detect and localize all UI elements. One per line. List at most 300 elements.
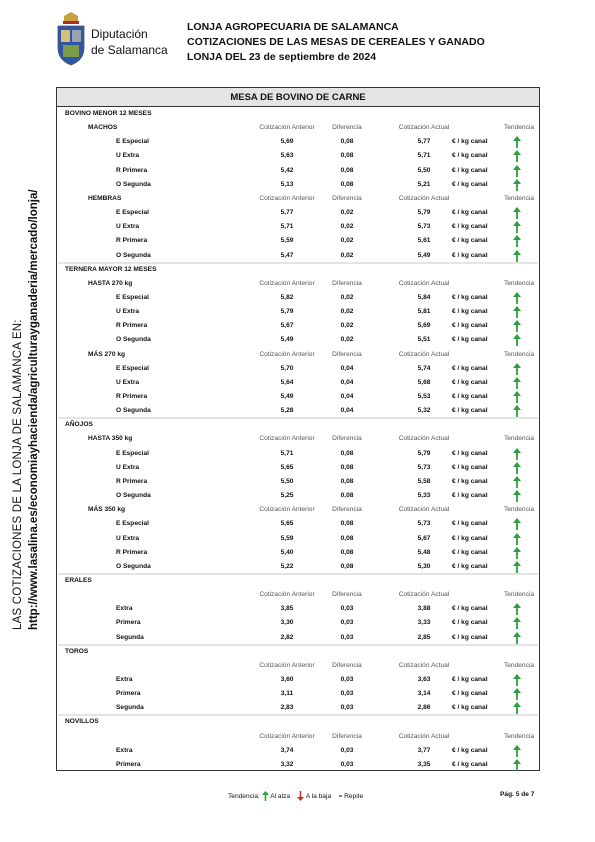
legend-down: A la baja bbox=[305, 792, 332, 800]
side-link-banner bbox=[10, 189, 60, 630]
category-label: U Extra bbox=[116, 308, 140, 316]
category-label: E Especial bbox=[116, 449, 149, 457]
price-unit: € / kg canal bbox=[452, 308, 488, 316]
column-header-row bbox=[57, 121, 539, 135]
trend-up-arrow-icon bbox=[513, 518, 521, 530]
price-previous: 5,42 bbox=[280, 166, 294, 174]
category-label: R Primera bbox=[116, 548, 148, 556]
trend-up-arrow-icon bbox=[513, 150, 521, 162]
table-row bbox=[57, 404, 539, 418]
price-unit: € / kg canal bbox=[452, 180, 488, 188]
price-previous: 5,59 bbox=[280, 237, 294, 245]
table-row bbox=[57, 447, 539, 461]
col-header-tendencia: Tendencia bbox=[503, 194, 535, 202]
category-label: E Especial bbox=[116, 209, 149, 217]
legend-prefix: Tendencia: bbox=[228, 792, 260, 800]
price-difference: 0,02 bbox=[340, 308, 354, 316]
price-previous: 5,69 bbox=[280, 138, 294, 146]
table-row bbox=[57, 220, 539, 234]
logo-line1: Diputación bbox=[91, 27, 148, 41]
price-difference: 0,04 bbox=[340, 364, 354, 372]
category-label: Segunda bbox=[116, 633, 144, 641]
price-difference: 0,08 bbox=[340, 562, 354, 570]
trend-up-arrow-icon bbox=[513, 674, 521, 686]
price-unit: € / kg canal bbox=[452, 378, 488, 386]
col-header-tendencia: Tendencia bbox=[503, 279, 535, 287]
side-url[interactable]: http://www.lasalina.es/economiayhacienda/agriculturayganaderia/mercado/lonja/ bbox=[28, 189, 40, 630]
category-label: Primera bbox=[116, 760, 141, 768]
page-number: Pág. 5 de 7 bbox=[500, 791, 535, 798]
price-difference: 0,02 bbox=[340, 293, 354, 301]
category-label: U Extra bbox=[116, 378, 140, 386]
col-header-diferencia: Diferencia bbox=[332, 124, 362, 132]
price-difference: 0,02 bbox=[340, 336, 354, 344]
column-header-row bbox=[57, 348, 539, 362]
section-label: NOVILLOS bbox=[65, 718, 99, 726]
price-current: 3,63 bbox=[417, 676, 431, 683]
col-header-actual: Cotización Actual bbox=[398, 350, 450, 358]
category-label: R Primera bbox=[116, 393, 148, 400]
price-unit: € / kg canal bbox=[452, 407, 488, 415]
price-current: 5,32 bbox=[417, 407, 431, 415]
table-row bbox=[57, 234, 539, 248]
category-label: O Segunda bbox=[116, 492, 151, 500]
table-row bbox=[57, 517, 539, 531]
table-row bbox=[57, 687, 539, 701]
price-previous: 5,28 bbox=[280, 407, 294, 415]
price-previous: 3,60 bbox=[280, 676, 294, 683]
trend-up-arrow-icon bbox=[513, 221, 521, 233]
col-header-actual: Cotización Actual bbox=[398, 194, 450, 202]
trend-up-arrow-icon bbox=[513, 547, 521, 559]
price-difference: 0,03 bbox=[340, 605, 354, 613]
column-header-row bbox=[57, 277, 539, 291]
price-difference: 0,02 bbox=[340, 322, 354, 330]
category-label: O Segunda bbox=[116, 407, 151, 415]
price-unit: € / kg canal bbox=[452, 393, 488, 400]
price-unit: € / kg canal bbox=[452, 166, 488, 174]
trend-up-arrow-icon bbox=[513, 632, 521, 644]
price-current: 5,77 bbox=[417, 138, 431, 146]
column-header-row bbox=[57, 588, 539, 602]
price-previous: 5,71 bbox=[280, 449, 294, 457]
col-header-anterior: Cotización Anterior bbox=[259, 506, 315, 514]
col-header-diferencia: Diferencia bbox=[332, 591, 362, 599]
price-previous: 3,11 bbox=[280, 690, 294, 698]
trend-up-arrow-icon bbox=[513, 405, 521, 417]
trend-up-arrow-icon bbox=[513, 745, 521, 757]
price-current: 5,30 bbox=[417, 562, 431, 570]
category-label: R Primera bbox=[116, 477, 148, 485]
table-row bbox=[57, 532, 539, 546]
group-label: HASTA 270 kg bbox=[88, 279, 133, 287]
trend-up-arrow-icon bbox=[513, 320, 521, 332]
trend-up-arrow-icon bbox=[513, 759, 521, 771]
document-header bbox=[187, 20, 485, 65]
price-current: 5,53 bbox=[417, 393, 431, 400]
col-header-anterior: Cotización Anterior bbox=[259, 591, 315, 599]
table-row bbox=[57, 560, 539, 574]
price-previous: 5,13 bbox=[280, 180, 294, 188]
price-current: 5,79 bbox=[417, 449, 431, 457]
column-header-row bbox=[57, 503, 539, 517]
price-previous: 3,30 bbox=[280, 619, 294, 627]
trend-up-arrow-icon bbox=[513, 462, 521, 474]
price-difference: 0,03 bbox=[340, 690, 354, 698]
legend-down-arrow-icon bbox=[297, 791, 304, 801]
price-current: 5,48 bbox=[417, 548, 431, 556]
column-header-row bbox=[57, 730, 539, 744]
price-previous: 5,77 bbox=[280, 209, 294, 217]
trend-up-arrow-icon bbox=[513, 136, 521, 148]
price-unit: € / kg canal bbox=[452, 152, 488, 160]
legend-same: = Repite bbox=[338, 792, 364, 800]
trend-up-arrow-icon bbox=[513, 603, 521, 615]
price-previous: 5,22 bbox=[280, 562, 294, 570]
price-unit: € / kg canal bbox=[452, 293, 488, 301]
price-unit: € / kg canal bbox=[452, 633, 488, 641]
price-difference: 0,02 bbox=[340, 251, 354, 259]
price-current: 5,49 bbox=[417, 251, 431, 259]
column-header-row bbox=[57, 659, 539, 673]
trend-up-arrow-icon bbox=[513, 490, 521, 502]
table-row bbox=[57, 319, 539, 333]
price-previous: 5,70 bbox=[280, 364, 294, 372]
price-previous: 5,64 bbox=[280, 378, 294, 386]
col-header-anterior: Cotización Anterior bbox=[259, 661, 315, 669]
col-header-tendencia: Tendencia bbox=[503, 435, 535, 443]
price-previous: 5,79 bbox=[280, 308, 294, 316]
group-label: MÁS 350 kg bbox=[88, 506, 126, 514]
col-header-tendencia: Tendencia bbox=[503, 350, 535, 358]
price-unit: € / kg canal bbox=[452, 477, 488, 485]
trend-up-arrow-icon bbox=[513, 165, 521, 177]
price-current: 3,77 bbox=[417, 746, 431, 754]
table-row bbox=[57, 546, 539, 560]
price-current: 5,84 bbox=[417, 293, 431, 301]
section-label: AÑOJOS bbox=[65, 421, 93, 429]
trend-up-arrow-icon bbox=[513, 250, 521, 262]
group-label: MÁS 270 kg bbox=[88, 350, 126, 358]
section-row bbox=[57, 263, 539, 277]
column-header-row bbox=[57, 192, 539, 206]
col-header-tendencia: Tendencia bbox=[503, 591, 535, 599]
price-difference: 0,08 bbox=[340, 520, 354, 528]
category-label: E Especial bbox=[116, 364, 149, 372]
category-label: O Segunda bbox=[116, 336, 151, 344]
price-difference: 0,03 bbox=[340, 619, 354, 627]
price-current: 5,58 bbox=[417, 477, 431, 485]
category-label: U Extra bbox=[116, 152, 140, 160]
price-previous: 3,32 bbox=[280, 760, 294, 768]
table-row bbox=[57, 206, 539, 220]
category-label: Extra bbox=[116, 676, 133, 683]
price-previous: 3,74 bbox=[280, 746, 294, 754]
price-difference: 0,03 bbox=[340, 760, 354, 768]
header-line1: LONJA AGROPECUARIA DE SALAMANCA bbox=[187, 21, 399, 33]
trend-up-arrow-icon bbox=[513, 688, 521, 700]
table-title: MESA DE BOVINO DE CARNE bbox=[57, 88, 539, 107]
col-header-tendencia: Tendencia bbox=[503, 506, 535, 514]
category-label: U Extra bbox=[116, 534, 140, 542]
table-row bbox=[57, 489, 539, 503]
price-previous: 5,65 bbox=[280, 463, 294, 471]
trend-up-arrow-icon bbox=[513, 363, 521, 375]
coat-of-arms-icon bbox=[56, 12, 86, 66]
price-unit: € / kg canal bbox=[452, 548, 488, 556]
price-unit: € / kg canal bbox=[452, 760, 488, 768]
category-label: R Primera bbox=[116, 237, 148, 245]
price-difference: 0,03 bbox=[340, 704, 354, 712]
price-previous: 2,83 bbox=[280, 704, 294, 712]
table-row bbox=[57, 475, 539, 489]
price-difference: 0,04 bbox=[340, 393, 354, 400]
price-previous: 5,59 bbox=[280, 534, 294, 542]
price-previous: 5,40 bbox=[280, 548, 294, 556]
price-current: 5,21 bbox=[417, 180, 431, 188]
price-difference: 0,03 bbox=[340, 633, 354, 641]
trend-up-arrow-icon bbox=[513, 235, 521, 247]
price-difference: 0,02 bbox=[340, 237, 354, 245]
col-header-anterior: Cotización Anterior bbox=[259, 194, 315, 202]
col-header-diferencia: Diferencia bbox=[332, 732, 362, 740]
col-header-anterior: Cotización Anterior bbox=[259, 435, 315, 443]
price-current: 5,67 bbox=[417, 534, 431, 542]
table-row bbox=[57, 602, 539, 616]
price-current: 3,33 bbox=[417, 619, 431, 627]
price-current: 5,73 bbox=[417, 223, 431, 231]
trend-up-arrow-icon bbox=[513, 292, 521, 304]
price-current: 5,81 bbox=[417, 308, 431, 316]
price-difference: 0,08 bbox=[340, 492, 354, 500]
price-difference: 0,03 bbox=[340, 746, 354, 754]
trend-legend bbox=[228, 791, 363, 801]
price-unit: € / kg canal bbox=[452, 704, 488, 712]
table-row bbox=[57, 461, 539, 475]
trend-up-arrow-icon bbox=[513, 617, 521, 629]
price-unit: € / kg canal bbox=[452, 336, 488, 344]
price-current: 5,73 bbox=[417, 520, 431, 528]
price-current: 5,51 bbox=[417, 336, 431, 344]
trend-up-arrow-icon bbox=[513, 476, 521, 488]
price-previous: 2,82 bbox=[280, 633, 294, 641]
category-label: O Segunda bbox=[116, 251, 151, 259]
trend-up-arrow-icon bbox=[513, 533, 521, 545]
col-header-diferencia: Diferencia bbox=[332, 661, 362, 669]
price-current: 2,86 bbox=[417, 704, 431, 712]
col-header-actual: Cotización Actual bbox=[398, 435, 450, 443]
section-row bbox=[57, 645, 539, 659]
col-header-diferencia: Diferencia bbox=[332, 350, 362, 358]
col-header-anterior: Cotización Anterior bbox=[259, 732, 315, 740]
col-header-tendencia: Tendencia bbox=[503, 661, 535, 669]
category-label: Primera bbox=[116, 690, 141, 698]
price-previous: 5,67 bbox=[280, 322, 294, 330]
price-difference: 0,02 bbox=[340, 223, 354, 231]
category-label: E Especial bbox=[116, 520, 149, 528]
price-unit: € / kg canal bbox=[452, 237, 488, 245]
trend-up-arrow-icon bbox=[513, 448, 521, 460]
col-header-diferencia: Diferencia bbox=[332, 279, 362, 287]
section-label: TOROS bbox=[65, 647, 89, 655]
section-row bbox=[57, 418, 539, 432]
trend-up-arrow-icon bbox=[513, 207, 521, 219]
side-caption: LAS COTIZACIONES DE LA LONJA DE SALAMANCA EN: bbox=[12, 319, 24, 630]
table-row bbox=[57, 390, 539, 404]
price-previous: 5,71 bbox=[280, 223, 294, 231]
table-row bbox=[57, 249, 539, 263]
price-current: 5,74 bbox=[417, 364, 431, 372]
price-current: 3,14 bbox=[417, 690, 431, 698]
category-label: Primera bbox=[116, 619, 141, 627]
price-current: 5,73 bbox=[417, 463, 431, 471]
price-previous: 5,47 bbox=[280, 251, 294, 259]
price-previous: 5,65 bbox=[280, 520, 294, 528]
section-row bbox=[57, 107, 539, 121]
price-difference: 0,08 bbox=[340, 548, 354, 556]
logo-line2: de Salamanca bbox=[91, 43, 168, 57]
table-row bbox=[57, 135, 539, 149]
table-row bbox=[57, 616, 539, 630]
category-label: Extra bbox=[116, 605, 133, 613]
price-current: 5,50 bbox=[417, 166, 431, 174]
table-row bbox=[57, 376, 539, 390]
table-row bbox=[57, 631, 539, 645]
price-difference: 0,08 bbox=[340, 534, 354, 542]
table-row bbox=[57, 701, 539, 715]
category-label: Segunda bbox=[116, 704, 144, 712]
legend-up: Al alza bbox=[270, 792, 291, 800]
col-header-diferencia: Diferencia bbox=[332, 506, 362, 514]
category-label: Extra bbox=[116, 746, 133, 754]
category-label: U Extra bbox=[116, 463, 140, 471]
price-previous: 3,85 bbox=[280, 605, 294, 613]
trend-up-arrow-icon bbox=[513, 561, 521, 573]
price-difference: 0,08 bbox=[340, 463, 354, 471]
price-difference: 0,08 bbox=[340, 152, 354, 160]
col-header-actual: Cotización Actual bbox=[398, 732, 450, 740]
col-header-actual: Cotización Actual bbox=[398, 506, 450, 514]
category-label: R Primera bbox=[116, 322, 148, 330]
legend-up-arrow-icon bbox=[262, 791, 269, 801]
table-row bbox=[57, 333, 539, 347]
price-current: 5,61 bbox=[417, 237, 431, 245]
price-unit: € / kg canal bbox=[452, 492, 488, 500]
price-difference: 0,08 bbox=[340, 180, 354, 188]
price-difference: 0,08 bbox=[340, 166, 354, 174]
price-unit: € / kg canal bbox=[452, 223, 488, 231]
price-previous: 5,50 bbox=[280, 477, 294, 485]
trend-up-arrow-icon bbox=[513, 306, 521, 318]
trend-up-arrow-icon bbox=[513, 334, 521, 346]
price-unit: € / kg canal bbox=[452, 562, 488, 570]
col-header-actual: Cotización Actual bbox=[398, 591, 450, 599]
col-header-anterior: Cotización Anterior bbox=[259, 124, 315, 132]
table-row bbox=[57, 164, 539, 178]
col-header-actual: Cotización Actual bbox=[398, 124, 450, 132]
price-unit: € / kg canal bbox=[452, 322, 488, 330]
price-difference: 0,03 bbox=[340, 676, 354, 683]
price-unit: € / kg canal bbox=[452, 619, 488, 627]
price-current: 5,79 bbox=[417, 209, 431, 217]
category-label: U Extra bbox=[116, 223, 140, 231]
trend-up-arrow-icon bbox=[513, 377, 521, 389]
category-label: E Especial bbox=[116, 138, 149, 146]
price-difference: 0,08 bbox=[340, 138, 354, 146]
trend-up-arrow-icon bbox=[513, 179, 521, 191]
price-difference: 0,08 bbox=[340, 477, 354, 485]
price-previous: 5,49 bbox=[280, 393, 294, 400]
price-current: 2,85 bbox=[417, 633, 431, 641]
group-label: MACHOS bbox=[88, 124, 118, 132]
price-current: 5,69 bbox=[417, 322, 431, 330]
price-unit: € / kg canal bbox=[452, 138, 488, 146]
price-unit: € / kg canal bbox=[452, 746, 488, 754]
section-label: BOVINO MENOR 12 MESES bbox=[65, 110, 152, 117]
table-row bbox=[57, 362, 539, 376]
price-previous: 5,82 bbox=[280, 293, 294, 301]
col-header-diferencia: Diferencia bbox=[332, 435, 362, 443]
category-label: E Especial bbox=[116, 293, 149, 301]
col-header-anterior: Cotización Anterior bbox=[259, 279, 315, 287]
price-unit: € / kg canal bbox=[452, 209, 488, 217]
price-unit: € / kg canal bbox=[452, 251, 488, 259]
trend-up-arrow-icon bbox=[513, 702, 521, 714]
price-difference: 0,04 bbox=[340, 407, 354, 415]
table-row bbox=[57, 178, 539, 192]
price-unit: € / kg canal bbox=[452, 449, 488, 457]
price-current: 3,88 bbox=[417, 605, 431, 613]
category-label: O Segunda bbox=[116, 180, 151, 188]
price-difference: 0,08 bbox=[340, 449, 354, 457]
col-header-tendencia: Tendencia bbox=[503, 124, 535, 132]
price-unit: € / kg canal bbox=[452, 605, 488, 613]
price-unit: € / kg canal bbox=[452, 676, 488, 683]
logo-text bbox=[91, 26, 168, 58]
group-label: HEMBRAS bbox=[88, 194, 122, 202]
price-previous: 5,49 bbox=[280, 336, 294, 344]
price-previous: 5,63 bbox=[280, 152, 294, 160]
table-row bbox=[57, 149, 539, 163]
header-line3: LONJA DEL 23 de septiembre de 2024 bbox=[187, 51, 377, 63]
group-label: HASTA 350 kg bbox=[88, 435, 133, 443]
table-row bbox=[57, 758, 539, 772]
table-row bbox=[57, 305, 539, 319]
price-previous: 5,25 bbox=[280, 492, 294, 500]
price-current: 5,71 bbox=[417, 152, 431, 160]
table-row bbox=[57, 673, 539, 687]
col-header-anterior: Cotización Anterior bbox=[259, 350, 315, 358]
section-label: ERALES bbox=[65, 576, 92, 584]
table-row bbox=[57, 744, 539, 758]
col-header-actual: Cotización Actual bbox=[398, 279, 450, 287]
price-difference: 0,04 bbox=[340, 378, 354, 386]
table-row bbox=[57, 291, 539, 305]
section-row bbox=[57, 715, 539, 729]
category-label: O Segunda bbox=[116, 562, 151, 570]
price-unit: € / kg canal bbox=[452, 520, 488, 528]
price-unit: € / kg canal bbox=[452, 534, 488, 542]
price-table bbox=[56, 87, 540, 771]
column-header-row bbox=[57, 432, 539, 446]
col-header-tendencia: Tendencia bbox=[503, 732, 535, 740]
price-current: 3,35 bbox=[417, 760, 431, 768]
header-line2: COTIZACIONES DE LAS MESAS DE CEREALES Y GANADO bbox=[187, 36, 485, 48]
price-current: 5,68 bbox=[417, 378, 431, 386]
price-unit: € / kg canal bbox=[452, 463, 488, 471]
price-unit: € / kg canal bbox=[452, 364, 488, 372]
col-header-actual: Cotización Actual bbox=[398, 661, 450, 669]
